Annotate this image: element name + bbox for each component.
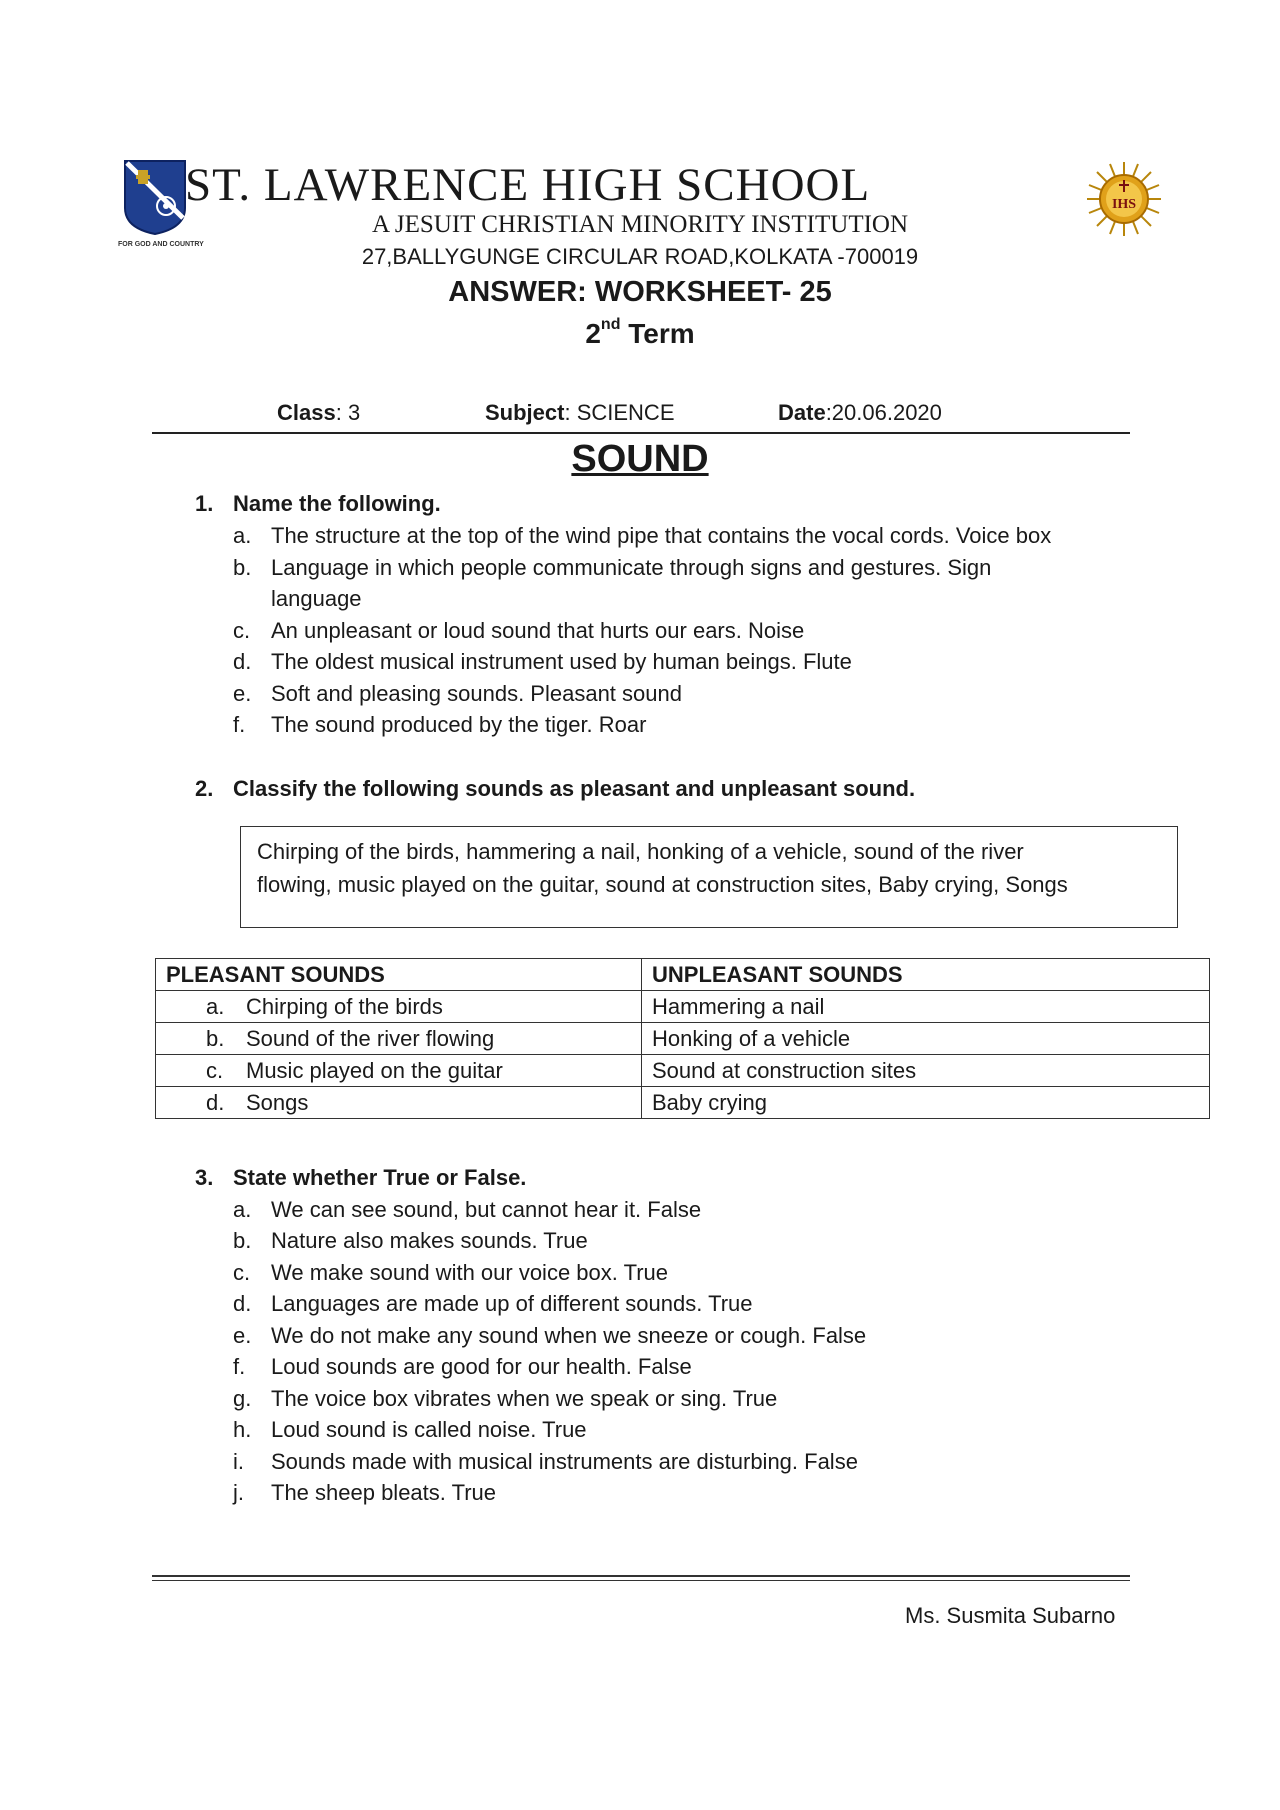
q3-item-text: Nature also makes sounds. True	[271, 1228, 588, 1253]
pleasant-text: Songs	[246, 1089, 309, 1115]
teacher-name: Ms. Susmita Subarno	[905, 1603, 1116, 1628]
q3-item-letter: h.	[233, 1417, 252, 1442]
date-label: Date	[778, 400, 826, 425]
q3-item	[233, 1449, 858, 1475]
q1-item	[233, 523, 1051, 549]
q3-item-text: Languages are made up of different sounds. True	[271, 1291, 753, 1316]
class-field	[277, 400, 360, 426]
pleasant-text: Sound of the river flowing	[246, 1025, 495, 1051]
q1-item-letter: b.	[233, 555, 252, 580]
word-box-line: flowing, music played on the guitar, sound at construction sites, Baby crying, Songs	[257, 872, 1068, 897]
q3-item-letter: c.	[233, 1260, 251, 1285]
table-header-row	[156, 959, 1210, 991]
pleasant-cell	[156, 1087, 642, 1119]
crest-motto: FOR GOD AND COUNTRY	[118, 241, 204, 248]
q1-title: Name the following.	[233, 491, 441, 516]
header-divider	[152, 432, 1130, 434]
term-number: 2	[585, 318, 601, 349]
q1-item-text: The structure at the top of the wind pipe that contains the vocal cords. Voice box	[271, 523, 1052, 548]
q1-item-letter: d.	[233, 649, 252, 674]
q1-item-letter: a.	[233, 523, 252, 548]
worksheet-title: ANSWER: WORKSHEET- 25	[448, 276, 832, 308]
q3-item-text: Loud sound is called noise. True	[271, 1417, 587, 1442]
pleasant-text: Music played on the guitar	[246, 1057, 503, 1083]
q1-item-letter: f.	[233, 712, 246, 737]
q3-item-letter: j.	[233, 1480, 244, 1505]
table-row	[156, 991, 1210, 1023]
q1-item	[233, 712, 646, 738]
q1-number: 1.	[195, 491, 214, 516]
word-box	[240, 826, 1178, 928]
subject-label: Subject	[485, 400, 565, 425]
table-row	[156, 1087, 1210, 1119]
q3-title: State whether True or False.	[233, 1165, 527, 1190]
q1-item	[233, 649, 852, 675]
row-letter: b.	[206, 1025, 225, 1051]
unpleasant-cell: Sound at construction sites	[642, 1055, 1210, 1087]
school-subtitle: A JESUIT CHRISTIAN MINORITY INSTITUTION	[371, 211, 909, 238]
q3-item	[233, 1323, 866, 1349]
q3-item-letter: i.	[233, 1449, 244, 1474]
q1-item-continuation: language	[271, 586, 362, 611]
q1-item-letter: c.	[233, 618, 251, 643]
term-suffix: nd	[600, 316, 621, 333]
unpleasant-cell: Honking of a vehicle	[642, 1023, 1210, 1055]
q3-item	[233, 1354, 692, 1380]
pleasant-header: PLEASANT SOUNDS	[156, 959, 642, 991]
q3-item	[233, 1480, 496, 1506]
q3-item	[233, 1228, 588, 1254]
q3-item-text: We can see sound, but cannot hear it. False	[271, 1197, 702, 1222]
footer-divider	[152, 1575, 1130, 1577]
word-box-line: Chirping of the birds, hammering a nail, honking of a vehicle, sound of the river	[257, 839, 1024, 864]
q3-item-letter: d.	[233, 1291, 252, 1316]
q3-heading	[195, 1165, 526, 1191]
q3-item-text: The voice box vibrates when we speak or sing. True	[271, 1386, 778, 1411]
q3-item-letter: f.	[233, 1354, 246, 1379]
date-value: :20.06.2020	[825, 400, 942, 425]
topic-title: SOUND	[571, 438, 709, 480]
q1-item-text: The oldest musical instrument used by human beings. Flute	[271, 649, 852, 674]
pleasant-cell	[156, 1055, 642, 1087]
q3-item	[233, 1386, 777, 1412]
subject-value: : SCIENCE	[564, 400, 675, 425]
q3-item-letter: b.	[233, 1228, 252, 1253]
class-value: : 3	[335, 400, 361, 425]
q3-item-letter: a.	[233, 1197, 252, 1222]
ihs-text: IHS	[1111, 197, 1137, 212]
q1-item-text: Soft and pleasing sounds. Pleasant sound	[271, 681, 682, 706]
term-label	[0, 318, 1280, 350]
q3-item-letter: g.	[233, 1386, 252, 1411]
row-letter: d.	[206, 1089, 225, 1115]
table-row	[156, 1055, 1210, 1087]
q3-item	[233, 1260, 668, 1286]
q1-item-text: Language in which people communicate through signs and gestures. Sign	[271, 555, 992, 580]
school-address: 27,BALLYGUNGE CIRCULAR ROAD,KOLKATA -700019	[361, 244, 919, 269]
unpleasant-header: UNPLEASANT SOUNDS	[642, 959, 1210, 991]
pleasant-text: Chirping of the birds	[246, 993, 443, 1019]
q3-item-letter: e.	[233, 1323, 252, 1348]
q1-item-text: An unpleasant or loud sound that hurts our ears. Noise	[271, 618, 805, 643]
classification-table	[155, 958, 1210, 1119]
q3-item-text: We make sound with our voice box. True	[271, 1260, 669, 1285]
q1-item-letter: e.	[233, 681, 252, 706]
row-letter: a.	[206, 993, 225, 1019]
q1-item	[233, 618, 804, 644]
pleasant-cell	[156, 1023, 642, 1055]
row-letter: c.	[206, 1057, 224, 1083]
q1-item-text: The sound produced by the tiger. Roar	[271, 712, 647, 737]
table-row	[156, 1023, 1210, 1055]
q1-item	[233, 555, 991, 581]
q2-heading	[195, 776, 915, 802]
q3-item	[233, 1291, 753, 1317]
q2-title: Classify the following sounds as pleasant and unpleasant sound.	[233, 776, 916, 801]
q3-item-text: Sounds made with musical instruments are disturbing. False	[271, 1449, 858, 1474]
q3-item-text: Loud sounds are good for our health. False	[271, 1354, 692, 1379]
q3-item	[233, 1197, 701, 1223]
q3-item-text: The sheep bleats. True	[271, 1480, 497, 1505]
footer-divider	[152, 1580, 1130, 1581]
q2-number: 2.	[195, 776, 214, 801]
school-name: ST. LAWRENCE HIGH SCHOOL	[185, 159, 871, 211]
q3-item	[233, 1417, 587, 1443]
q1-heading	[195, 491, 441, 517]
unpleasant-cell: Baby crying	[642, 1087, 1210, 1119]
term-word: Term	[628, 318, 695, 349]
q3-number: 3.	[195, 1165, 214, 1190]
unpleasant-cell: Hammering a nail	[642, 991, 1210, 1023]
q3-item-text: We do not make any sound when we sneeze or cough. False	[271, 1323, 867, 1348]
date-field	[778, 400, 942, 426]
pleasant-cell	[156, 991, 642, 1023]
subject-field	[485, 400, 675, 426]
class-label: Class	[277, 400, 336, 425]
q1-item	[233, 681, 682, 707]
